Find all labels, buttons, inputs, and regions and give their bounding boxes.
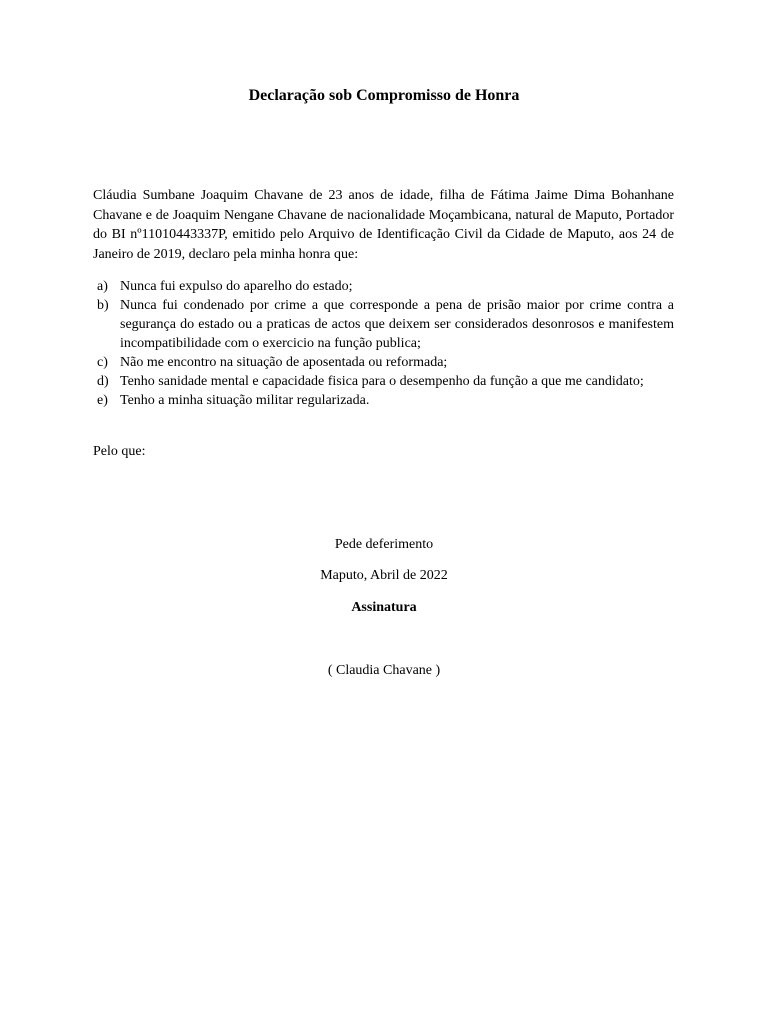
list-marker: c) xyxy=(97,355,108,370)
signature-label: Assinatura xyxy=(351,600,417,615)
list-item-text: Tenho sanidade mental e capacidade fisica para o desempenho da função a que me candidato; xyxy=(120,374,644,389)
list-marker: e) xyxy=(97,393,108,408)
place-date-text: Maputo, Abril de 2022 xyxy=(320,568,448,583)
list-item-text: Nunca fui condenado por crime a que corresponde a pena de prisão maior por crime contra a segurança do estado ou a praticas de actos que deixem ser considerados desonrosos e manifestem incompatibilidade com o exercicio na função publica; xyxy=(120,298,674,351)
list-item xyxy=(93,391,674,410)
intro-paragraph: Cláudia Sumbane Joaquim Chavane de 23 anos de idade, filha de Fátima Jaime Dima Bohanhane Chavane e de Joaquim Nengane Chavane de nacionalidade Moçambicana, natural de Maputo, Portador do BI nº11010443337P, emitido pelo Arquivo de Identificação Civil da Cidade de Maputo, aos 24 de Janeiro de 2019, declaro pela minha honra que: xyxy=(93,188,674,262)
list-item xyxy=(93,277,674,296)
list-item xyxy=(93,372,674,391)
declaration-list xyxy=(93,277,674,410)
list-item-text: Nunca fui expulso do aparelho do estado; xyxy=(120,279,353,294)
signer-name: ( Claudia Chavane ) xyxy=(327,663,441,678)
list-marker: a) xyxy=(97,279,108,294)
list-item xyxy=(93,296,674,353)
pede-deferimento-text: Pede deferimento xyxy=(334,537,434,552)
list-item-text: Tenho a minha situação militar regularizada. xyxy=(120,393,370,408)
list-item xyxy=(93,353,674,372)
document-title: Declaração sob Compromisso de Honra xyxy=(248,87,520,104)
pelo-que-text: Pelo que: xyxy=(93,444,146,459)
list-marker: d) xyxy=(97,374,109,389)
list-marker: b) xyxy=(97,298,109,313)
list-item-text: Não me encontro na situação de aposentada ou reformada; xyxy=(120,355,448,370)
